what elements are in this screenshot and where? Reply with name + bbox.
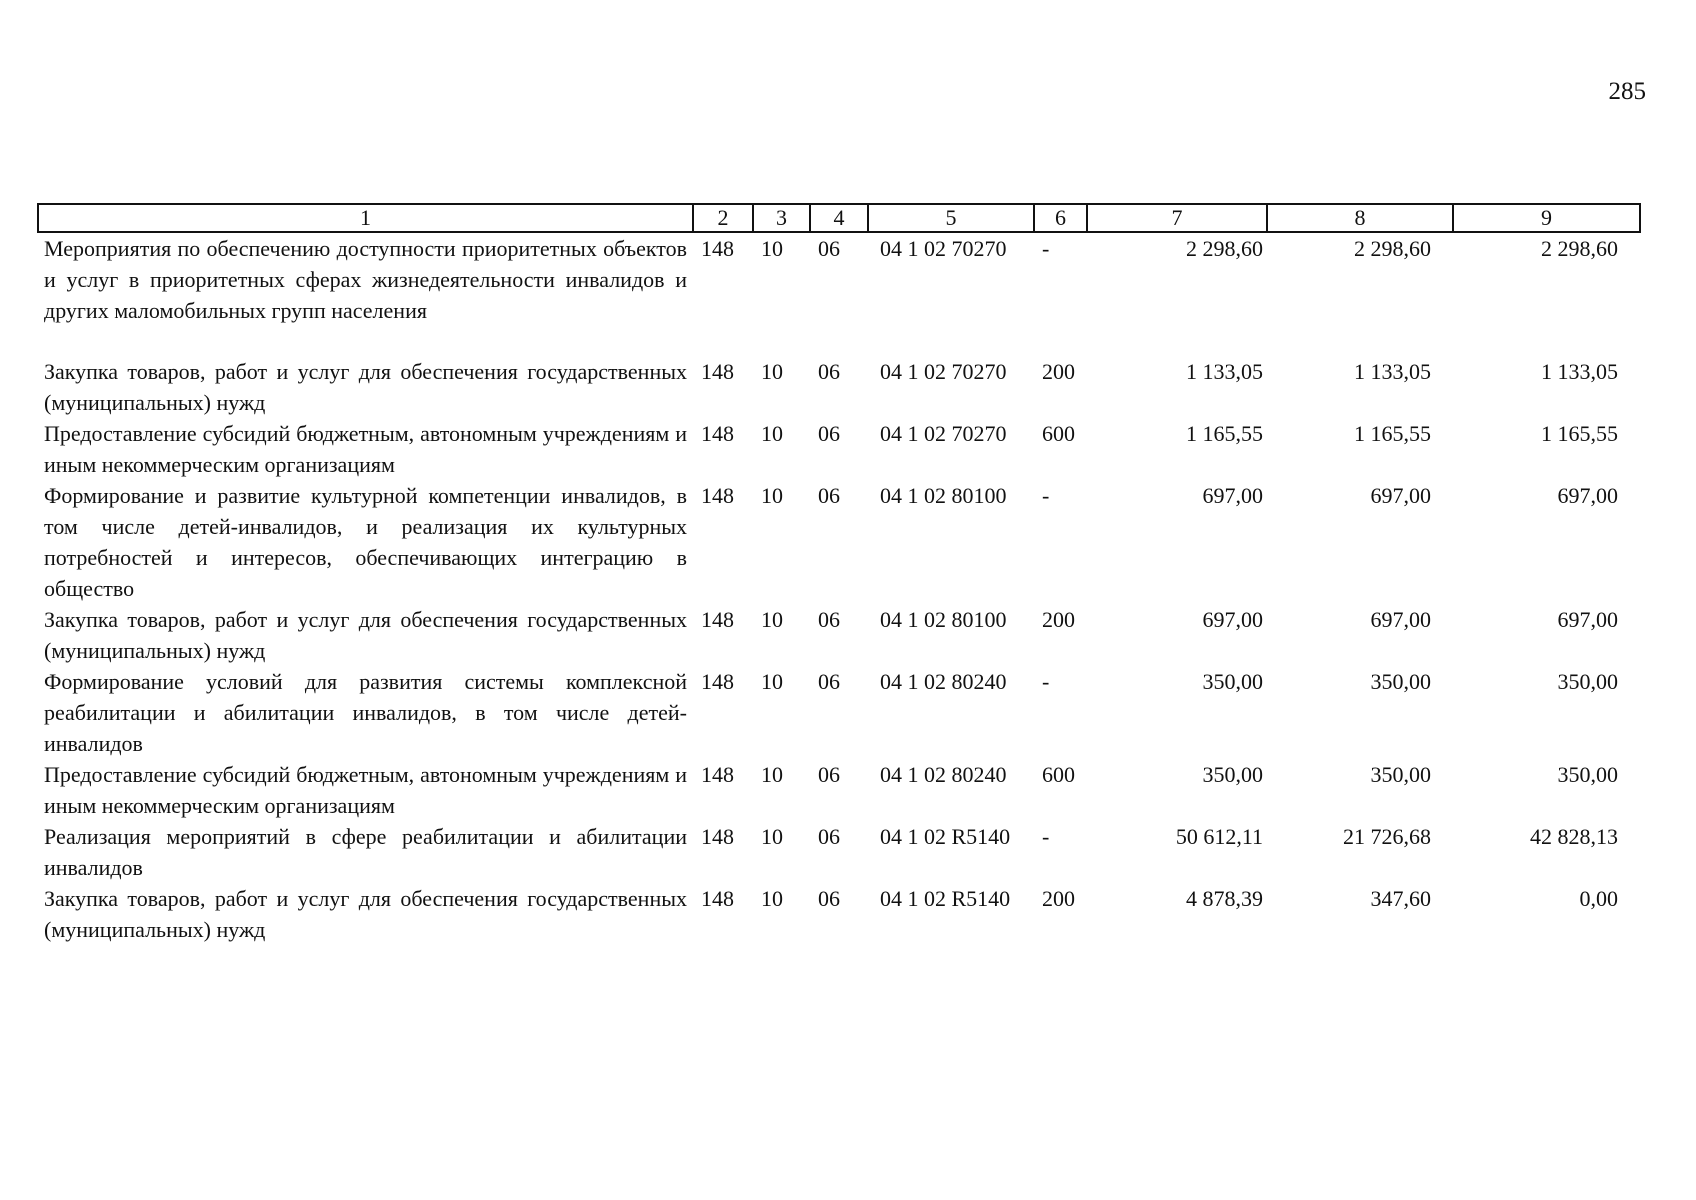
row-subsection: 06 (818, 359, 840, 384)
row-target-article: 04 1 02 80100 (880, 607, 1007, 632)
row-expense-type: 600 (1042, 762, 1075, 787)
row-amount-1: 2 298,60 (1186, 236, 1263, 261)
row-subsection: 06 (818, 421, 840, 446)
row-admin-code: 148 (701, 669, 734, 694)
row-amount-3: 1 165,55 (1541, 421, 1618, 446)
row-expense-type: - (1042, 483, 1050, 508)
table-row (38, 666, 1640, 759)
row-amount-1: 1 165,55 (1186, 421, 1263, 446)
row-name: Закупка товаров, работ и услуг для обеспечения государственных (муниципальных) нужд (44, 886, 687, 942)
row-amount-1: 50 612,11 (1175, 824, 1263, 849)
row-target-article: 04 1 02 70270 (880, 359, 1007, 384)
row-expense-type: 600 (1042, 421, 1075, 446)
table-row (38, 418, 1640, 480)
table-body (38, 232, 1640, 945)
row-subsection: 06 (818, 824, 840, 849)
row-subsection: 06 (818, 607, 840, 632)
row-amount-3: 1 133,05 (1541, 359, 1618, 384)
row-amount-2: 21 726,68 (1343, 824, 1431, 849)
header-col-9: 9 (1453, 204, 1640, 232)
row-amount-3: 0,00 (1579, 886, 1618, 911)
row-section: 10 (761, 824, 783, 849)
row-amount-1: 697,00 (1202, 483, 1263, 508)
row-admin-code: 148 (701, 483, 734, 508)
row-subsection: 06 (818, 669, 840, 694)
row-admin-code: 148 (701, 236, 734, 261)
row-amount-3: 697,00 (1557, 607, 1618, 632)
row-subsection: 06 (818, 886, 840, 911)
row-subsection: 06 (818, 236, 840, 261)
row-expense-type: - (1042, 669, 1050, 694)
row-name: Закупка товаров, работ и услуг для обеспечения государственных (муниципальных) нужд (44, 359, 687, 415)
row-amount-2: 2 298,60 (1354, 236, 1431, 261)
row-amount-2: 1 165,55 (1354, 421, 1431, 446)
row-target-article: 04 1 02 70270 (880, 236, 1007, 261)
row-name: Формирование и развитие культурной компетенции инвалидов, в том числе детей-инвалидов, и реализация их культурных потребностей и интересов, обеспечивающих интеграцию в общество (44, 483, 687, 601)
row-amount-3: 2 298,60 (1541, 236, 1618, 261)
budget-table (37, 203, 1641, 945)
row-amount-2: 697,00 (1370, 483, 1431, 508)
row-target-article: 04 1 02 80240 (880, 669, 1007, 694)
row-section: 10 (761, 669, 783, 694)
table-row (38, 759, 1640, 821)
table-row (38, 232, 1640, 326)
header-col-2: 2 (693, 204, 753, 232)
table-header (38, 204, 1640, 232)
row-amount-1: 697,00 (1202, 607, 1263, 632)
row-amount-2: 350,00 (1370, 762, 1431, 787)
row-amount-2: 347,60 (1370, 886, 1431, 911)
row-spacer (38, 326, 1640, 356)
row-expense-type: - (1042, 236, 1050, 261)
table-row (38, 883, 1640, 945)
row-section: 10 (761, 421, 783, 446)
row-name: Реализация мероприятий в сфере реабилитации и абилитации инвалидов (44, 824, 687, 880)
row-amount-2: 1 133,05 (1354, 359, 1431, 384)
row-admin-code: 148 (701, 886, 734, 911)
row-expense-type: 200 (1042, 359, 1075, 384)
row-admin-code: 148 (701, 607, 734, 632)
row-amount-1: 1 133,05 (1186, 359, 1263, 384)
table-row (38, 604, 1640, 666)
row-amount-3: 697,00 (1557, 483, 1618, 508)
header-col-3: 3 (753, 204, 810, 232)
row-amount-3: 42 828,13 (1530, 824, 1618, 849)
header-col-1: 1 (38, 204, 693, 232)
table-row (38, 821, 1640, 883)
header-col-8: 8 (1267, 204, 1453, 232)
table-row (38, 356, 1640, 418)
header-col-5: 5 (868, 204, 1034, 232)
row-name: Предоставление субсидий бюджетным, автономным учреждениям и иным некоммерческим организациям (44, 762, 687, 818)
table-row (38, 480, 1640, 604)
row-admin-code: 148 (701, 421, 734, 446)
row-amount-3: 350,00 (1557, 669, 1618, 694)
row-subsection: 06 (818, 483, 840, 508)
row-expense-type: 200 (1042, 607, 1075, 632)
row-target-article: 04 1 02 80100 (880, 483, 1007, 508)
row-name: Мероприятия по обеспечению доступности приоритетных объектов и услуг в приоритетных сферах жизнедеятельности инвалидов и других маломобильных групп населения (44, 236, 687, 323)
row-amount-2: 697,00 (1370, 607, 1431, 632)
row-section: 10 (761, 236, 783, 261)
row-expense-type: 200 (1042, 886, 1075, 911)
row-name: Формирование условий для развития системы комплексной реабилитации и абилитации инвалидов, в том числе детей-инвалидов (44, 669, 687, 756)
row-section: 10 (761, 483, 783, 508)
row-section: 10 (761, 762, 783, 787)
page-number: 285 (1608, 78, 1646, 105)
row-target-article: 04 1 02 70270 (880, 421, 1007, 446)
row-amount-1: 350,00 (1202, 762, 1263, 787)
row-amount-1: 4 878,39 (1186, 886, 1263, 911)
header-row (38, 204, 1640, 232)
row-section: 10 (761, 886, 783, 911)
row-admin-code: 148 (701, 359, 734, 384)
row-amount-3: 350,00 (1557, 762, 1618, 787)
row-target-article: 04 1 02 R5140 (880, 824, 1011, 849)
header-col-4: 4 (810, 204, 868, 232)
row-section: 10 (761, 607, 783, 632)
row-target-article: 04 1 02 R5140 (880, 886, 1011, 911)
row-admin-code: 148 (701, 762, 734, 787)
row-subsection: 06 (818, 762, 840, 787)
row-amount-2: 350,00 (1370, 669, 1431, 694)
row-admin-code: 148 (701, 824, 734, 849)
row-name: Предоставление субсидий бюджетным, автономным учреждениям и иным некоммерческим организациям (44, 421, 687, 477)
header-col-6: 6 (1034, 204, 1087, 232)
row-expense-type: - (1042, 824, 1050, 849)
row-amount-1: 350,00 (1202, 669, 1263, 694)
row-section: 10 (761, 359, 783, 384)
row-name: Закупка товаров, работ и услуг для обеспечения государственных (муниципальных) нужд (44, 607, 687, 663)
header-col-7: 7 (1087, 204, 1267, 232)
row-target-article: 04 1 02 80240 (880, 762, 1007, 787)
